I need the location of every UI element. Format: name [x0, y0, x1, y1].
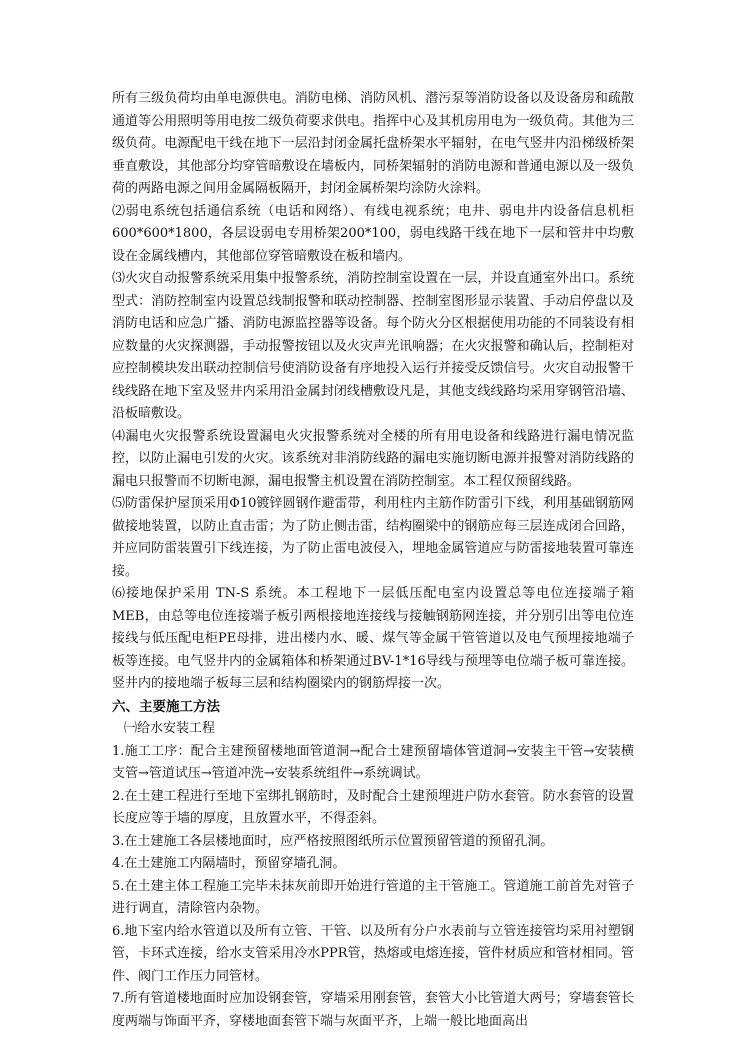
paragraph-weak-current: ⑵弱电系统包括通信系统（电话和网络）、有线电视系统；电井、弱电井内设备信息机柜600*600*1800，各层设弱电专用桥架200*100，弱电线路干线在地下一层和管井中均敷设在金属线槽内，其他部位穿管暗敷设在板和墙内。 [112, 203, 634, 264]
paragraph-grounding: ⑹接地保护采用 TN-S 系统。本工程地下一层低压配电室内设置总等电位连接端子箱MEB，由总等电位连接端子板引两根接地连接线与接触钢筋网连接，并分别引出等电位连接线与低压配电柜PE母排，进出楼内水、暖、煤气等金属干管管道以及电气预埋接地端子板等连接。电气竖井内的金属箱体和桥架通过BV-1*16导线与预埋等电位端子板可靠连接。竖井内的接地端子板每三层和结构圈梁内的钢筋焊接一次。 [112, 586, 634, 691]
list-item: 1.施工工序：配合主建预留楼地面管道洞→配合土建预留墙体管道洞→安装主干管→安装横支管→管道试压→管道冲洗→安装系统组件→系统调试。 [112, 743, 634, 781]
list-item: 6.地下室内给水管道以及所有立管、干管、以及所有分户水表前与立管连接管均采用衬塑钢管，卡环式连接，给水支管采用冷水PPR管，热熔或电熔连接，管件材质应和管材相同。管件、阀门工作压力同管材。 [112, 923, 634, 984]
list-item: 4.在土建施工内隔墙时，预留穿墙孔洞。 [112, 856, 346, 871]
paragraph-fire-alarm: ⑶火灾自动报警系统采用集中报警系统，消防控制室设置在一层，并设直通室外出口。系统型式：消防控制室内设置总线制报警和联动控制器、控制室图形显示装置、手动启停盘以及消防电话和应急广播、消防电源监控器等设备。每个防火分区根据使用功能的不同装设有相应数量的火灾探测器，手动报警按钮以及火灾声光讯响器；在火灾报警和确认后，控制柜对应控制模块发出联动控制信号使消防设备有序地投入运行并接受反馈信号。火灾自动报警干线线路在地下室及竖井内采用沿金属封闭线槽敷设凡是，其他支线线路均采用穿钢管沿墙、沿板暗敷设。 [112, 271, 634, 421]
paragraph-power-load: 所有三级负荷均由单电源供电。消防电梯、消防风机、潜污泵等消防设备以及设备房和疏散通道等公用照明等用电按二级负荷要求供电。指挥中心及其机房用电为一级负荷。其他为三级负荷。电源配电干线在地下一层沿封闭金属托盘桥架水平辐射，在电气竖井内沿梯级桥架垂直敷设，其他部分均穿管暗敷设在墙板内，同桥架辐射的消防电源和普通电源以及一级负荷的两路电源之间用金属隔板隔开，封闭金属桥架均涂防火涂料。 [112, 91, 634, 196]
list-item: 3.在土建施工各层楼地面时，应严格按照图纸所示位置预留管道的预留孔洞。 [112, 833, 554, 849]
paragraph-lightning-protection: ⑸防雷保护屋顶采用Φ10镀锌圆钢作避雷带，利用柱内主筋作防雷引下线，利用基础钢筋网做接地装置，以防止直击雷；为了防止侧击雷，结构圈梁中的钢筋应每三层连成闭合回路，并应同防雷装置引下线连接，为了防止雷电波侵入，埋地金属管道应与防雷接地装置可靠连接。 [112, 496, 634, 579]
list-item: 5.在土建主体工程施工完毕未抹灰前即开始进行管道的主干管施工。管道施工前首先对管子进行调直，清除管内杂物。 [112, 878, 634, 916]
list-item: 7.所有管道楼地面时应加设钢套管，穿墙采用刚套管，套管大小比管道大两号；穿墙套管长度两端与饰面平齐，穿楼地面套管下端与灰面平齐，上端一般比地面高出 [112, 991, 634, 1029]
section-heading: 六、主要施工方法 [112, 698, 220, 715]
list-item: 2.在土建工程进行至地下室绑扎钢筋时，及时配合土建预埋进户防水套管。防水套管的设置长度应等于墙的厚度，且放置水平，不得歪斜。 [112, 788, 634, 826]
document-page [112, 88, 634, 1033]
paragraph-leakage-alarm: ⑷漏电火灾报警系统设置漏电火灾报警系统对全楼的所有用电设备和线路进行漏电情况监控，以防止漏电引发的火灾。该系统对非消防线路的漏电实施切断电源并报警对消防线路的漏电只报警而不切断电源，漏电报警主机设置在消防控制室。本工程仅预留线路。 [112, 428, 634, 489]
subsection-heading: ㈠给水安装工程 [124, 721, 216, 736]
